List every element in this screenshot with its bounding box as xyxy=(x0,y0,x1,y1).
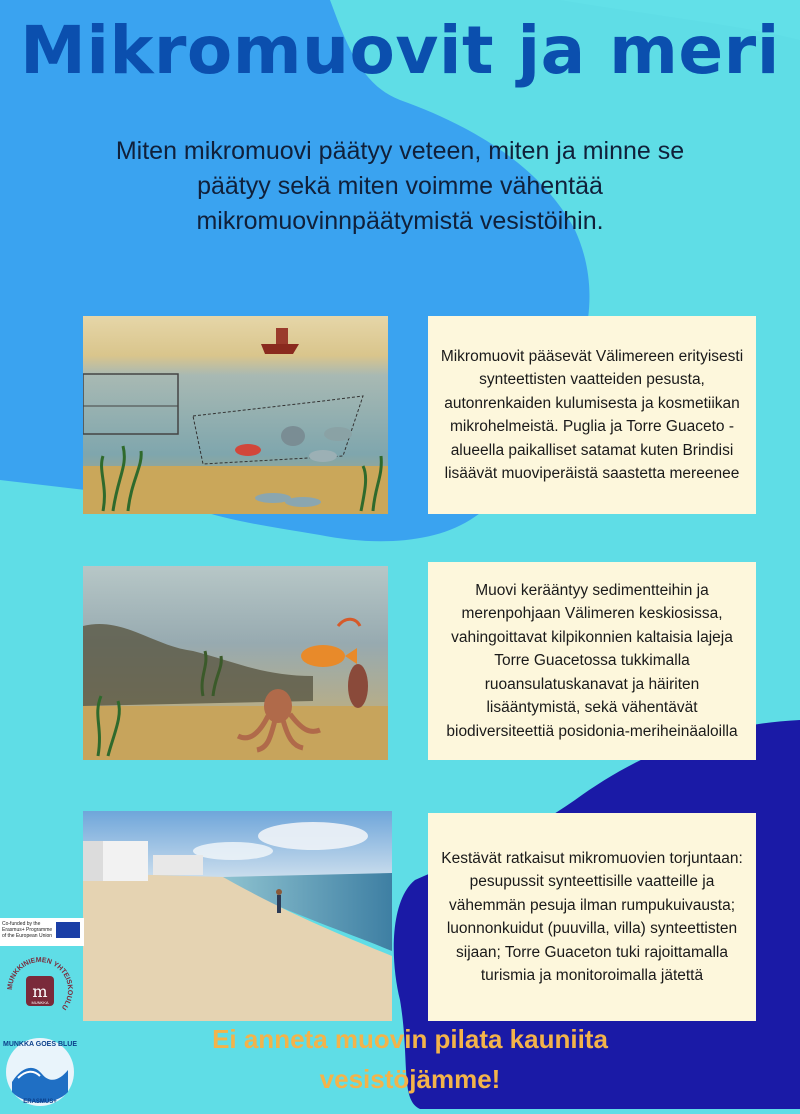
section-text-2: Muovi kerääntyy sedimentteihin ja merenpohjaan Välimeren keskiosissa, vahingoittavat kilpikonnien kaltaisia lajeja Torre Guacetossa tukkimalla ruoansulatuskanavat ja häiriten lisääntymistä, sekä vähentävät biodiversiteettiä posidonia-meriheinäaloilla xyxy=(446,581,738,740)
beach-photo xyxy=(83,811,392,1021)
section-text-solutions xyxy=(428,813,756,1021)
svg-text:m: m xyxy=(32,982,48,1001)
footer-slogan-line-1: Ei anneta muovin pilata kauniita xyxy=(212,1024,608,1054)
school-name: MUNKKINIEMEN YHTEISKOULU xyxy=(6,956,74,1011)
section-text-sources xyxy=(428,316,756,514)
section-text-impacts xyxy=(428,562,756,760)
eu-flag-icon xyxy=(56,922,80,938)
school-logo xyxy=(0,950,84,1030)
munkka-goes-blue-logo xyxy=(0,1030,84,1109)
school-badge-text: MUNKKA xyxy=(31,1000,49,1005)
seabed-illustration xyxy=(83,566,388,760)
fishing-net-illustration xyxy=(83,316,388,514)
wave-badge-icon xyxy=(0,1030,84,1109)
section-text-1: Mikromuovit pääsevät Välimereen erityisesti synteettisten vaatteiden pesusta, autonrenkaiden kulumisesta ja kosmetiikan mikrohelmeistä. Puglia ja Torre Guaceto -alueella paikalliset satamat kuten Brindisi lisäävät muoviperäistä saastetta mereenee xyxy=(440,347,744,482)
eu-cofunded-text: Co-funded by the Erasmus+ Programme of the European Union xyxy=(2,921,53,939)
poster-subtitle: Miten mikromuovi päätyy veteen, miten ja minne se päätyy sekä miten voimme vähentää mikromuovinnpäätymistä vesistöihin. xyxy=(115,137,685,235)
project-name: MUNKKA GOES BLUE xyxy=(2,1041,78,1048)
section-text-3: Kestävät ratkaisut mikromuovien torjuntaan: pesupussit synteettisille vaatteille ja vähemmän pesuja ilman rumpukuivausta; luonnonkuidut (puuvilla, villa) synteettisten sijaan; Torre Guaceton tuki rajoittamalla turismia ja monitoroimalla jätettä xyxy=(441,849,743,984)
footer-slogan-line-2: vesistöjämme! xyxy=(319,1064,501,1094)
poster-title: Mikromuovit ja meri xyxy=(20,12,780,89)
project-sub: ERASMUS+ xyxy=(23,1099,57,1105)
eu-cofunded-logo xyxy=(0,918,84,946)
school-seal-icon xyxy=(0,950,84,1030)
